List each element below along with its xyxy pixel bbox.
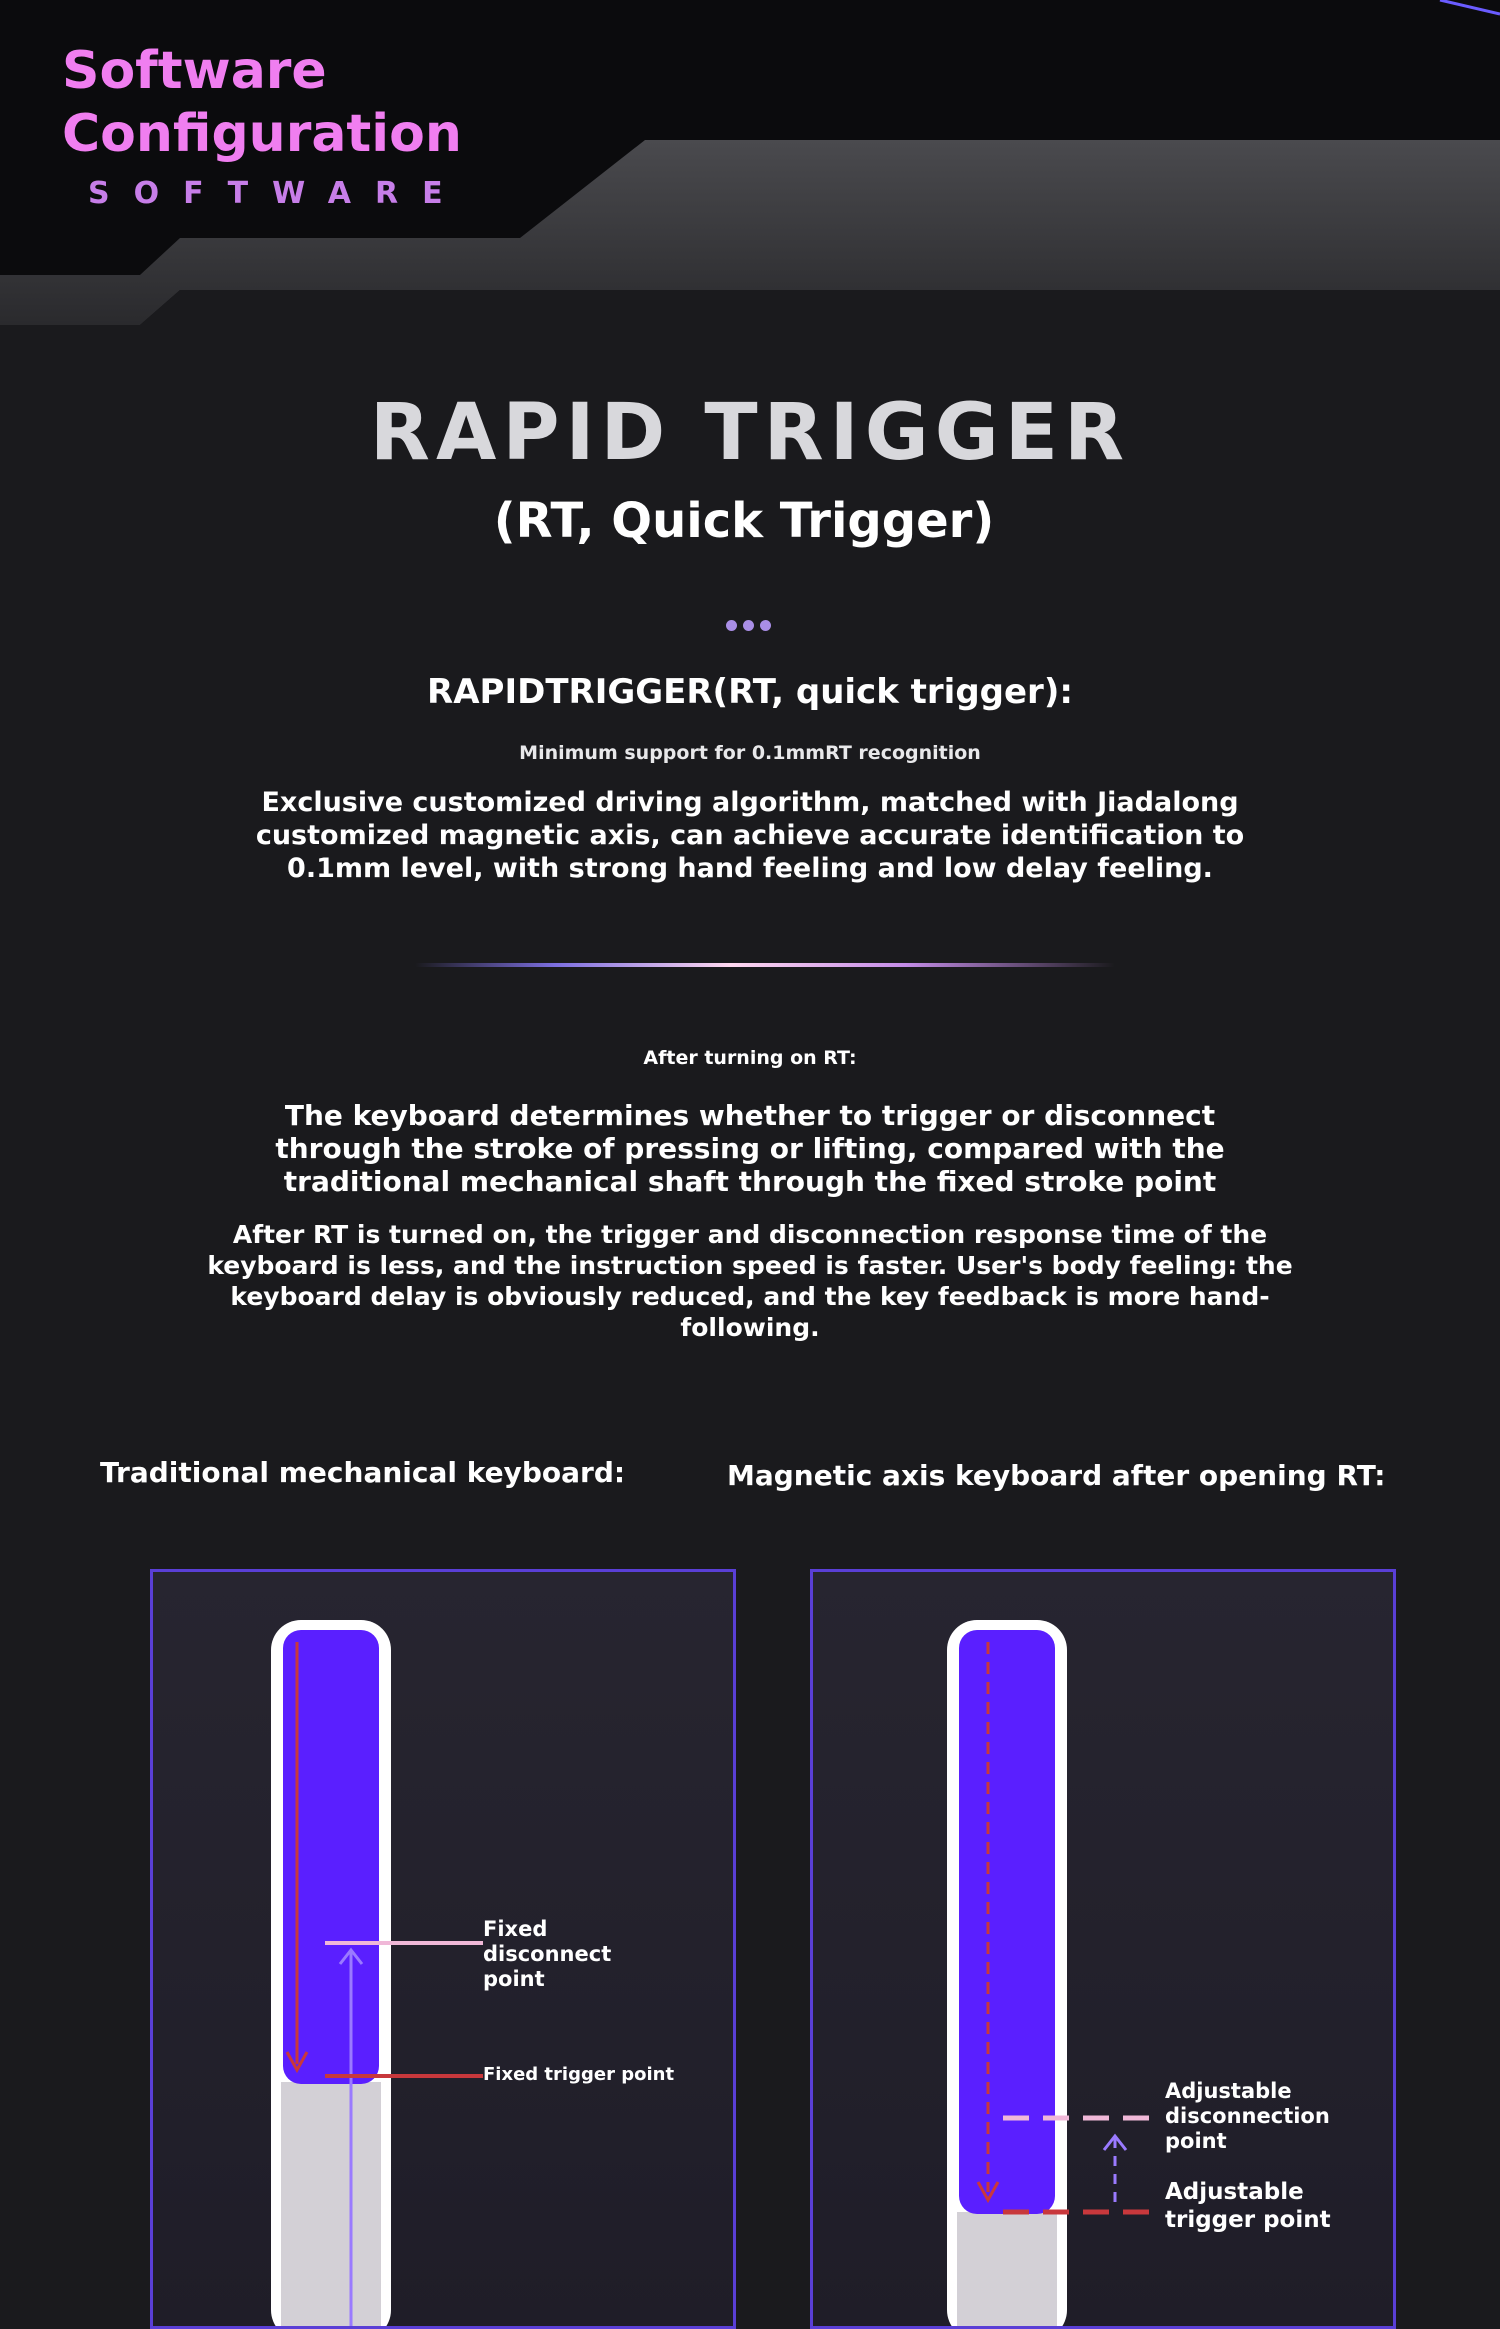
after-rt-detail-text: After RT is turned on, the trigger and disconnection response time of the keyboard is less, and the instruction speed is faster. User's body feeling: the keyboard delay is obviously reduced, and the key feedback is more hand-following. bbox=[207, 1220, 1293, 1342]
rt-min-support-note: Minimum support for 0.1mmRT recognition bbox=[519, 742, 981, 764]
after-rt-main-text: The keyboard determines whether to trigger or disconnect through the stroke of pressing or lifting, compared with the traditional mechanical shaft through the fixed stroke point bbox=[275, 1099, 1225, 1198]
after-rt-label: After turning on RT: bbox=[643, 1047, 857, 1069]
adjustable-disconnect-label: Adjustable disconnection point bbox=[1165, 2079, 1330, 2153]
rapid-trigger-subtitle: (RT, Quick Trigger) bbox=[493, 493, 995, 549]
section-subtitle: SOFTWARE bbox=[88, 176, 467, 211]
fixed-trigger-label: Fixed trigger point bbox=[483, 2064, 675, 2085]
switch-lower-body bbox=[957, 2212, 1057, 2326]
traditional-keyboard-label: Traditional mechanical keyboard: bbox=[100, 1456, 626, 1489]
magnetic-keyboard-label: Magnetic axis keyboard after opening RT: bbox=[727, 1459, 1386, 1492]
rapid-trigger-title: RAPID TRIGGER bbox=[369, 388, 1131, 478]
title-line-2: Configuration bbox=[62, 104, 462, 164]
adjustable-trigger-label: Adjustable trigger point bbox=[1165, 2179, 1331, 2233]
switch-lower-body bbox=[281, 2082, 381, 2326]
ellipsis-decoration bbox=[726, 616, 777, 635]
rt-heading: RAPIDTRIGGER(RT, quick trigger): bbox=[427, 672, 1073, 712]
keycap-stem bbox=[959, 1630, 1055, 2214]
magnetic-keyboard-diagram bbox=[810, 1569, 1396, 2329]
section-title bbox=[62, 40, 462, 166]
glow-divider bbox=[415, 963, 1115, 967]
fixed-disconnect-label: Fixed disconnect point bbox=[483, 1917, 612, 1991]
rt-description: Exclusive customized driving algorithm, matched with Jiadalong customized magnetic axis, can achieve accurate identification to 0.1mm level, with strong hand feeling and low delay feeling. bbox=[255, 787, 1245, 884]
traditional-keyboard-diagram bbox=[150, 1569, 736, 2329]
title-line-1: Software bbox=[62, 41, 327, 101]
